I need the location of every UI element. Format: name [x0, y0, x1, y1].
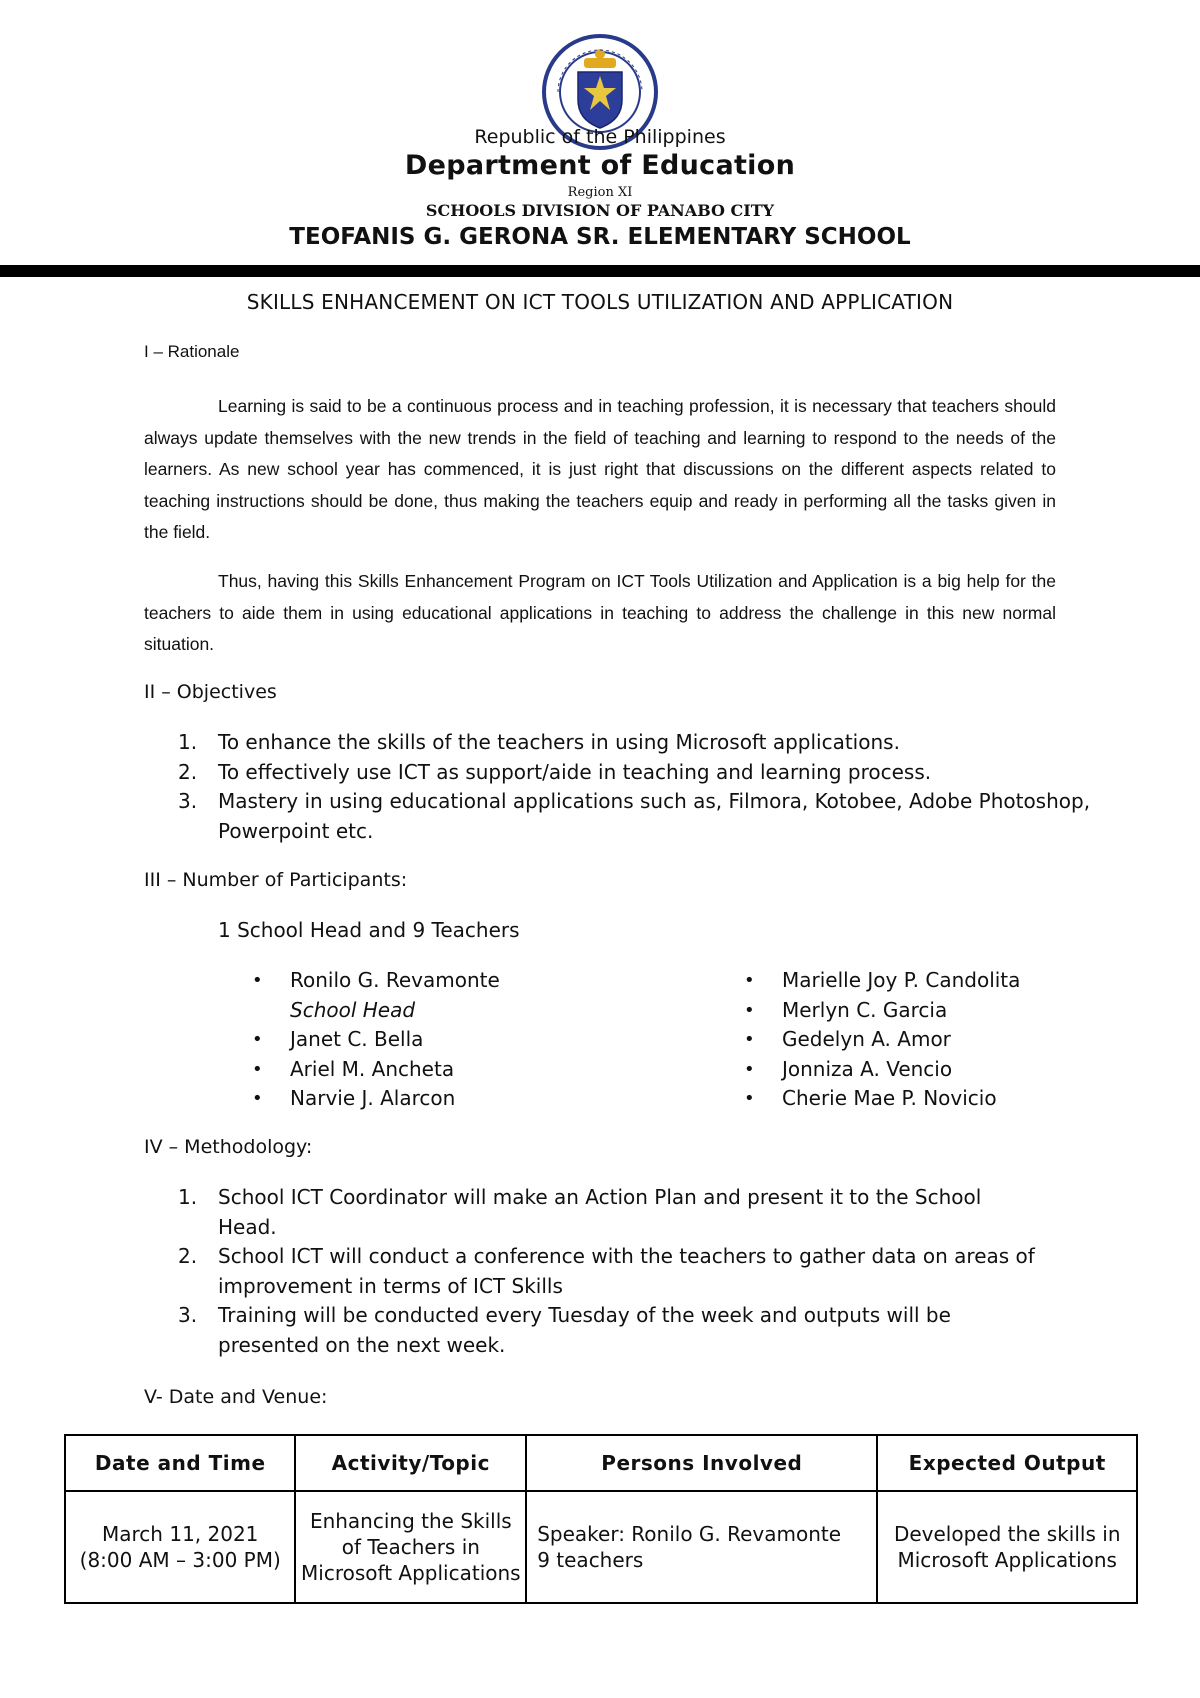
list-item: • Merlyn C. Garcia: [744, 997, 948, 1022]
list-item: • Ronilo G. Revamonte School Head: [252, 968, 500, 1022]
school-head-role: School Head: [290, 997, 416, 1022]
list-item: • Gedelyn A. Amor: [744, 1027, 951, 1051]
list-item: 2. To effectively use ICT as support/aide in teaching and learning process.: [178, 759, 932, 784]
division-line: SCHOOLS DIVISION OF PANABO CITY: [425, 201, 775, 220]
list-item: • Cherie Mae P. Novicio: [744, 1086, 997, 1110]
date-cell: March 11, 2021 (8:00 AM – 3:00 PM): [65, 1491, 295, 1603]
table-row: [65, 1491, 1137, 1603]
list-item: 1. School ICT Coordinator will make an Action Plan and present it to the School Head.: [178, 1185, 982, 1239]
rationale-heading: I – Rationale: [144, 342, 240, 361]
school-name: TEOFANIS G. GERONA SR. ELEMENTARY SCHOOL: [289, 224, 911, 250]
objectives-heading: II – Objectives: [144, 681, 277, 703]
list-item: • Ariel M. Ancheta: [252, 1056, 455, 1081]
list-item: • Jonniza A. Vencio: [744, 1056, 953, 1081]
column-header: Persons Involved: [526, 1435, 877, 1491]
schedule-table: [64, 1434, 1138, 1604]
rationale-paragraph-1: Learning is said to be a continuous process and in teaching profession, it is necessary that teachers should always update themselves with the new trends in the field of teaching and learning to respond to the needs of the learners. As new school year has commenced, it is just right that discussions on the different aspects related to teaching instructions should be done, thus making the teachers equip and ready in performing all the tasks given in the field.: [144, 396, 1056, 542]
list-item: 2. School ICT will conduct a conference with the teachers to gather data on areas of improvement in terms of ICT Skills: [178, 1244, 1035, 1298]
list-item: • Marielle Joy P. Candolita: [744, 968, 1021, 992]
rationale-paragraph-2: Thus, having this Skills Enhancement Program on ICT Tools Utilization and Application is a big help for the teachers to aide them in using educational applications in teaching to address the challenge in this new normal situation.: [144, 571, 1056, 654]
participants-column-1: [218, 966, 500, 1114]
activity-cell: Enhancing the Skills of Teachers in Microsoft Applications: [295, 1491, 526, 1603]
participants-heading: III – Number of Participants:: [144, 869, 408, 891]
column-header: Expected Output: [877, 1435, 1137, 1491]
list-item: • Janet C. Bella: [252, 1027, 424, 1051]
list-item: 3. Mastery in using educational applications such as, Filmora, Kotobee, Adobe Photoshop, Powerpoint etc.: [178, 789, 1091, 843]
column-header: Date and Time: [65, 1435, 295, 1491]
header-divider: [0, 265, 1200, 277]
document-title: SKILLS ENHANCEMENT ON ICT TOOLS UTILIZATION AND APPLICATION: [246, 290, 954, 314]
venue-heading: V- Date and Venue:: [144, 1386, 328, 1408]
list-item: • Narvie J. Alarcon: [252, 1086, 456, 1110]
column-header: Activity/Topic: [295, 1435, 526, 1491]
methodology-heading: IV – Methodology:: [144, 1136, 313, 1158]
department-name: Department of Education: [404, 150, 796, 181]
output-cell: Developed the skills in Microsoft Applications: [877, 1491, 1137, 1603]
participants-column-2: [710, 966, 1020, 1114]
table-header-row: [65, 1435, 1137, 1491]
list-item: 1. To enhance the skills of the teachers in using Microsoft applications.: [178, 730, 900, 754]
region-line: Region XI: [567, 185, 633, 200]
methodology-list: [144, 1183, 1158, 1360]
list-item: 3. Training will be conducted every Tuesday of the week and outputs will be presented on the next week.: [178, 1303, 951, 1357]
objectives-list: [144, 728, 1158, 846]
republic-line: Republic of the Philippines: [474, 126, 726, 148]
persons-cell: Speaker: Ronilo G. Revamonte 9 teachers: [526, 1491, 877, 1603]
participants-count: 1 School Head and 9 Teachers: [218, 918, 520, 942]
